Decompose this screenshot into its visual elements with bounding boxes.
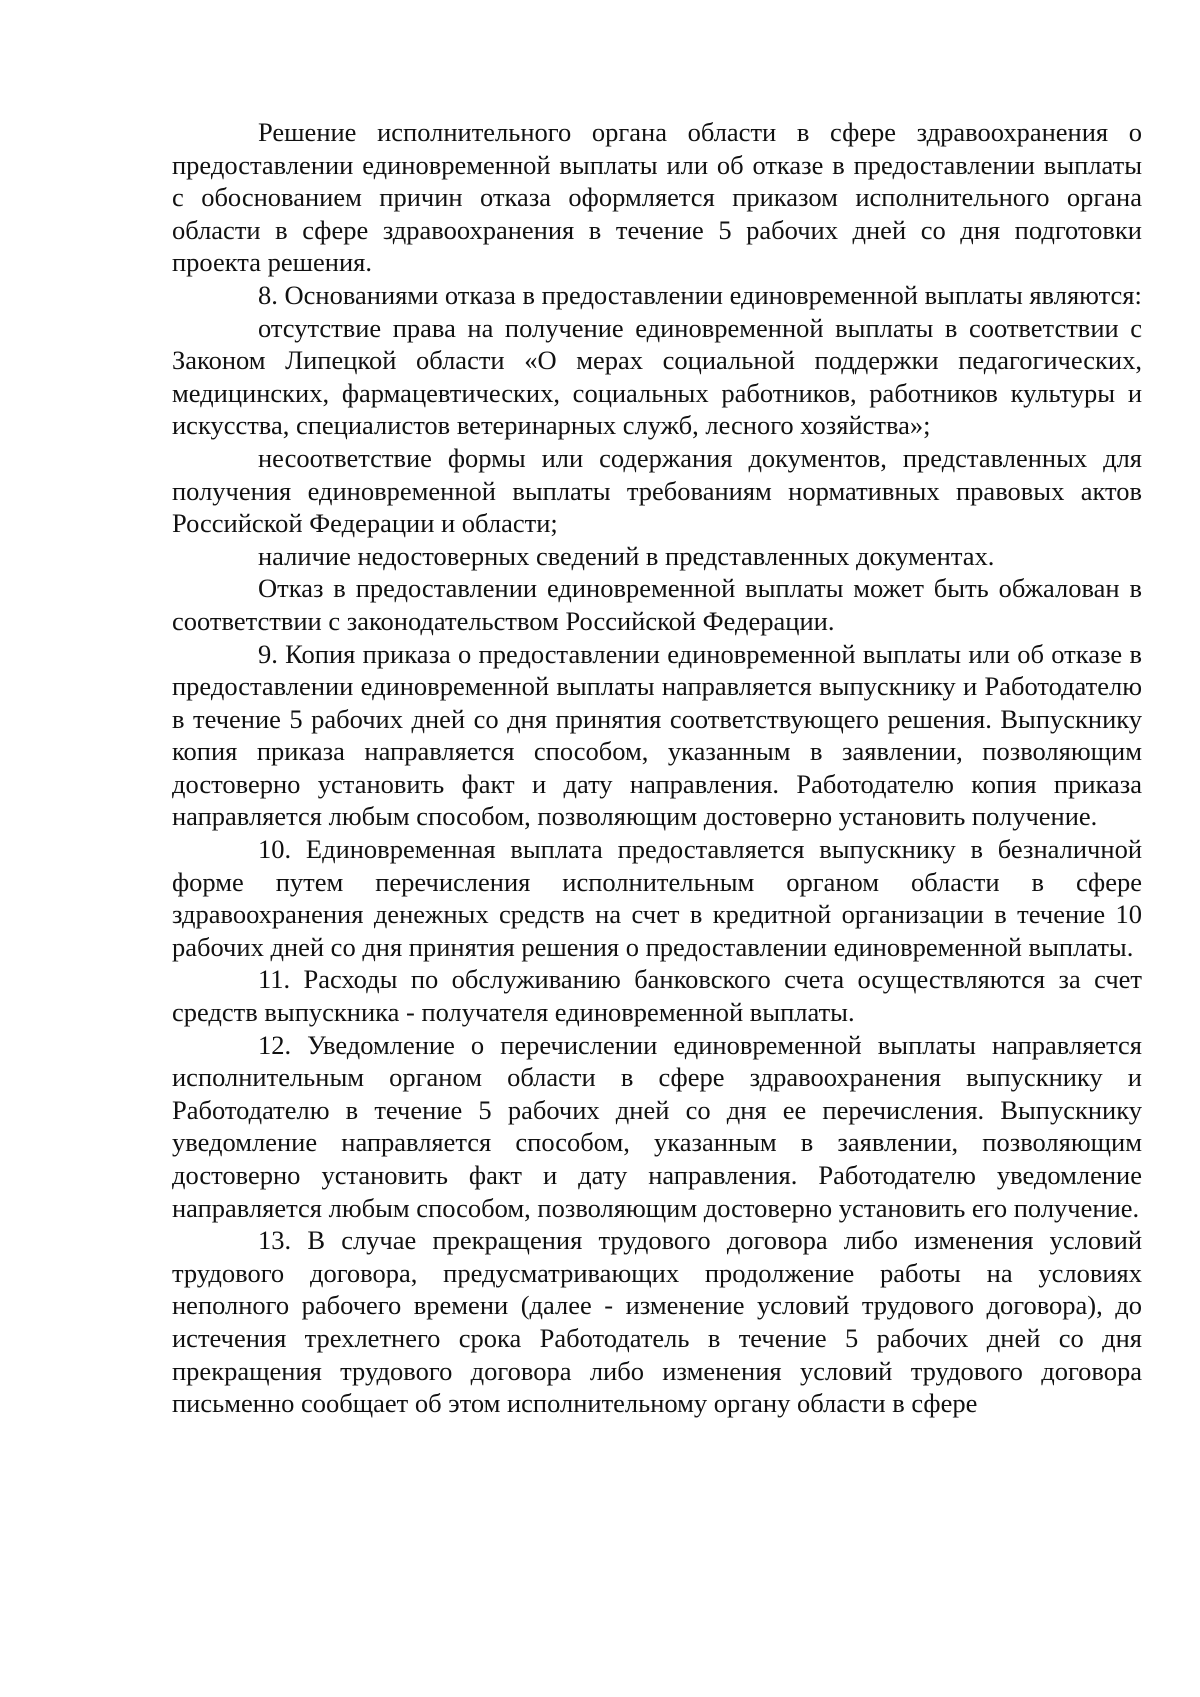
paragraph-9-order-copy: 9. Копия приказа о предоставлении единовременной выплаты или об отказе в предоставлении единовременной выплаты направляется выпускнику и Работодателю в течение 5 рабочих дней со дня принятия соответствующего решения. Выпускнику копия приказа направляется способом, указанным в заявлении, позволяющим достоверно установить факт и дату направления. Работодателю копия приказа направляется любым способом, позволяющим достоверно установить получение. (172, 638, 1142, 832)
paragraph-false-information: наличие недостоверных сведений в представленных документах. (258, 540, 995, 571)
paragraph-appeal: Отказ в предоставлении единовременной выплаты может быть обжалован в соответствии с законодательством Российской Федерации. (172, 573, 1142, 636)
paragraph-8-refusal-grounds: 8. Основаниями отказа в предоставлении единовременной выплаты являются: (258, 279, 1142, 310)
paragraph-no-right: отсутствие права на получение единовременной выплаты в соответствии с Законом Липецкой области «О мерах социальной поддержки педагогических, медицинских, фармацевтических, социальных работников, работников культуры и искусства, специалистов ветеринарных служб, лесного хозяйства»; (172, 312, 1142, 441)
paragraph-12-notification: 12. Уведомление о перечислении единовременной выплаты направляется исполнительным органом области в сфере здравоохранения выпускнику и Работодателю в течение 5 рабочих дней со дня ее перечисления. Выпускнику уведомление направляется способом, указанным в заявлении, позволяющим достоверно установить факт и дату направления. Работодателю уведомление направляется любым способом, позволяющим достоверно установить его получение. (172, 1029, 1142, 1223)
document-body (172, 116, 1142, 1420)
paragraph-10-payment: 10. Единовременная выплата предоставляется выпускнику в безналичной форме путем перечисления исполнительным органом области в сфере здравоохранения денежных средств на счет в кредитной организации в течение 10 рабочих дней со дня принятия решения о предоставлении единовременной выплаты. (172, 834, 1142, 962)
paragraph-documents-mismatch: несоответствие формы или содержания документов, представленных для получения единовременной выплаты требованиям нормативных правовых актов Российской Федерации и области; (172, 442, 1142, 539)
paragraph-11-expenses: 11. Расходы по обслуживанию банковского счета осуществляются за счет средств выпускника - получателя единовременной выплаты. (172, 964, 1142, 1028)
paragraph-decision: Решение исполнительного органа области в сфере здравоохранения о предоставлении единовременной выплаты или об отказе в предоставлении выплаты с обоснованием причин отказа оформляется приказом исполнительного органа области в сфере здравоохранения в течение 5 рабочих дней со дня подготовки проекта решения. (172, 117, 1142, 278)
paragraph-13-termination: 13. В случае прекращения трудового договора либо изменения условий трудового договора, предусматривающих продолжение работы на условиях неполного рабочего времени (далее - изменение условий трудового договора), до истечения трехлетнего срока Работодатель в течение 5 рабочих дней со дня прекращения трудового договора либо изменения условий трудового договора письменно сообщает об этом исполнительному органу области в сфере (172, 1225, 1142, 1419)
